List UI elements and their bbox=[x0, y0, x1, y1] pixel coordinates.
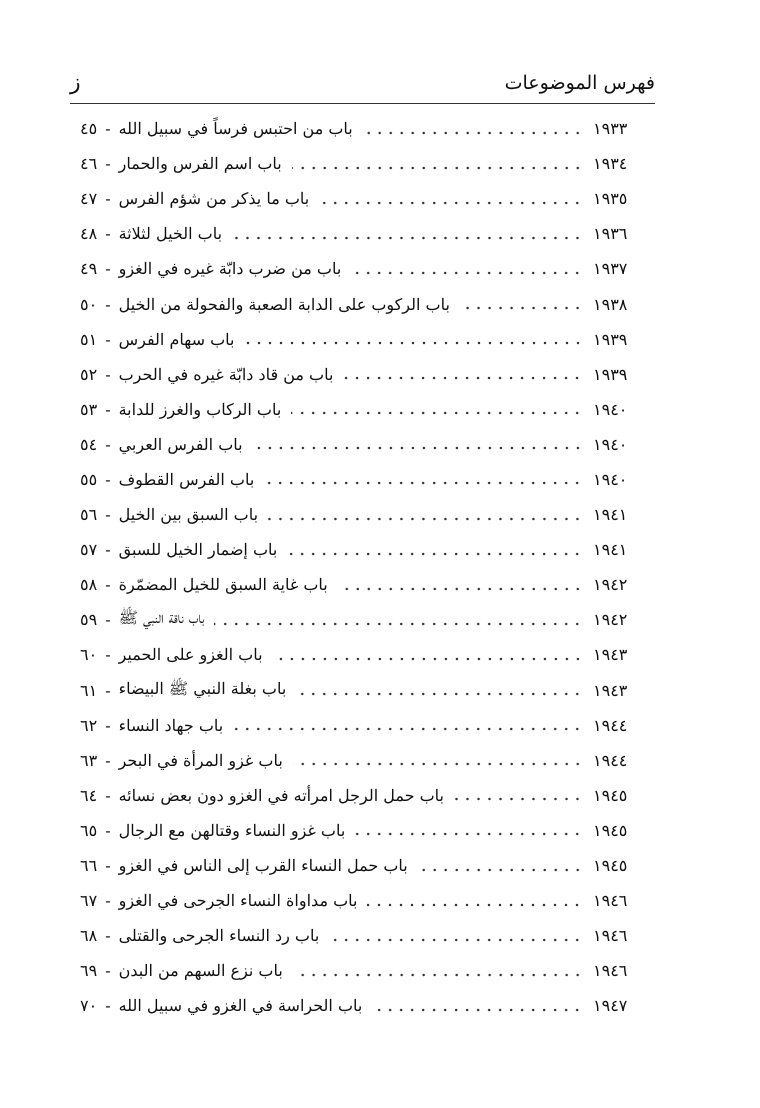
entry-number: ٥٦ bbox=[80, 505, 98, 525]
leader-dots bbox=[454, 797, 583, 801]
page-letter: ز bbox=[70, 70, 81, 95]
entry-title: باب سهام الفرس bbox=[118, 329, 235, 349]
entry-dash: - bbox=[105, 505, 111, 525]
leader-dots bbox=[367, 903, 583, 907]
entry-title: باب الفرس العربي bbox=[118, 434, 243, 454]
leader-dots bbox=[363, 131, 583, 135]
entry-title: باب الخيل لثلاثة bbox=[118, 224, 223, 244]
entry-number: ٥٢ bbox=[80, 364, 98, 384]
entry-dash: - bbox=[105, 154, 111, 174]
header-rule bbox=[70, 103, 655, 104]
entry-page: ١٩٣٤ bbox=[593, 154, 628, 174]
entry-title: باب الركاب والغرز للدابة bbox=[118, 399, 282, 419]
entry-number: ٥١ bbox=[80, 329, 98, 349]
entry-number: ٦٧ bbox=[80, 891, 98, 911]
entry-title: باب ناقة النبي ﷺ bbox=[118, 608, 205, 628]
toc-entry bbox=[80, 567, 655, 602]
entry-dash: - bbox=[105, 399, 111, 419]
entry-page: ١٩٣٣ bbox=[593, 119, 628, 139]
entry-page: ١٩٣٩ bbox=[593, 329, 628, 349]
entry-page: ١٩٤٦ bbox=[593, 891, 628, 911]
entry-number: ٤٧ bbox=[80, 189, 98, 209]
entry-page: ١٩٤٥ bbox=[593, 856, 628, 876]
toc-entry bbox=[80, 322, 655, 357]
entry-number: ٥٨ bbox=[80, 575, 98, 595]
entry-dash: - bbox=[105, 926, 111, 946]
entry-page: ١٩٤١ bbox=[593, 505, 628, 525]
page-header bbox=[70, 68, 655, 102]
entry-number: ٦٥ bbox=[80, 820, 98, 840]
entry-page: ١٩٤٠ bbox=[593, 434, 628, 454]
entry-number: ٤٦ bbox=[80, 154, 98, 174]
toc-entry bbox=[80, 637, 655, 672]
entry-title: باب اسم الفرس والحمار bbox=[118, 154, 282, 174]
entry-page: ١٩٤٧ bbox=[593, 996, 628, 1016]
leader-dots bbox=[264, 481, 583, 485]
entry-title: باب الفرس القطوف bbox=[118, 469, 255, 489]
entry-dash: - bbox=[105, 961, 111, 981]
entry-title: باب من قاد دابّة غيره في الحرب bbox=[118, 364, 334, 384]
entry-dash: - bbox=[105, 434, 111, 454]
entry-page: ١٩٣٨ bbox=[593, 294, 628, 314]
entry-dash: - bbox=[105, 469, 111, 489]
entry-page: ١٩٣٥ bbox=[593, 189, 628, 209]
entry-number: ٦٩ bbox=[80, 961, 98, 981]
toc-entry bbox=[80, 743, 655, 778]
leader-dots bbox=[319, 201, 583, 205]
entry-dash: - bbox=[105, 785, 111, 805]
entry-title: باب من ضرب دابّة غيره في الغزو bbox=[118, 259, 342, 279]
entry-title: باب الركوب على الدابة الصعبة والفحولة من الخيل bbox=[118, 294, 450, 314]
toc-entry bbox=[80, 357, 655, 392]
entry-number: ٦١ bbox=[80, 680, 98, 700]
entry-number: ٤٨ bbox=[80, 224, 98, 244]
entry-number: ٤٩ bbox=[80, 259, 98, 279]
entry-title: باب السبق بين الخيل bbox=[118, 505, 259, 525]
toc-entry bbox=[80, 918, 655, 953]
toc-entry bbox=[80, 602, 655, 637]
toc-entry bbox=[80, 883, 655, 918]
toc-entry bbox=[80, 778, 655, 813]
entry-number: ٦٣ bbox=[80, 750, 98, 770]
leader-dots bbox=[293, 762, 583, 766]
entry-number: ٦٢ bbox=[80, 715, 98, 735]
entry-page: ١٩٤٥ bbox=[593, 785, 628, 805]
entry-dash: - bbox=[105, 856, 111, 876]
entry-page: ١٩٤٦ bbox=[593, 926, 628, 946]
leader-dots bbox=[287, 552, 583, 556]
leader-dots bbox=[268, 517, 583, 521]
leader-dots bbox=[460, 306, 583, 310]
toc-entry bbox=[80, 392, 655, 427]
toc-entry bbox=[80, 181, 655, 216]
entry-title: باب غزو المرأة في البحر bbox=[118, 750, 283, 770]
leader-dots bbox=[292, 166, 583, 170]
entry-number: ٦٤ bbox=[80, 785, 98, 805]
entry-dash: - bbox=[105, 189, 111, 209]
toc-entry bbox=[80, 251, 655, 286]
entry-dash: - bbox=[105, 294, 111, 314]
entry-title: باب الحراسة في الغزو في سبيل الله bbox=[118, 996, 363, 1016]
entry-number: ٥٠ bbox=[80, 294, 98, 314]
leader-dots bbox=[293, 973, 583, 977]
entry-dash: - bbox=[105, 610, 111, 630]
entry-page: ١٩٤٣ bbox=[593, 645, 628, 665]
entry-dash: - bbox=[105, 575, 111, 595]
leader-dots bbox=[343, 376, 583, 380]
leader-dots bbox=[291, 411, 583, 415]
entry-page: ١٩٤٠ bbox=[593, 399, 628, 419]
entry-title: باب نزع السهم من البدن bbox=[118, 961, 283, 981]
leader-dots bbox=[351, 271, 583, 275]
entry-page: ١٩٣٩ bbox=[593, 364, 628, 384]
entry-dash: - bbox=[105, 750, 111, 770]
page-title: فهرس الموضوعات bbox=[504, 72, 655, 94]
leader-dots bbox=[372, 1008, 583, 1012]
entry-number: ٦٠ bbox=[80, 645, 98, 665]
toc-entry bbox=[80, 673, 655, 708]
entry-dash: - bbox=[105, 820, 111, 840]
toc-entry bbox=[80, 848, 655, 883]
entry-dash: - bbox=[105, 224, 111, 244]
entry-title: باب حمل الرجل امرأته في الغزو دون بعض نسائه bbox=[118, 785, 444, 805]
entry-page: ١٩٤٤ bbox=[593, 750, 628, 770]
toc-entry bbox=[80, 427, 655, 462]
entry-page: ١٩٣٧ bbox=[593, 259, 628, 279]
entry-number: ٥٤ bbox=[80, 434, 98, 454]
entry-number: ٥٩ bbox=[80, 610, 98, 630]
entry-number: ٥٣ bbox=[80, 399, 98, 419]
leader-dots bbox=[214, 622, 583, 626]
entry-title: باب حمل النساء القرب إلى الناس في الغزو bbox=[118, 856, 408, 876]
entry-title: باب رد النساء الجرحى والقتلى bbox=[118, 926, 320, 946]
entry-page: ١٩٤١ bbox=[593, 540, 628, 560]
toc-entry bbox=[80, 462, 655, 497]
toc-entry bbox=[80, 497, 655, 532]
entry-number: ٦٦ bbox=[80, 856, 98, 876]
toc-entry bbox=[80, 708, 655, 743]
entry-number: ٦٨ bbox=[80, 926, 98, 946]
leader-dots bbox=[338, 587, 583, 591]
table-of-contents bbox=[80, 111, 655, 1023]
toc-entry bbox=[80, 988, 655, 1023]
entry-title: باب إضمار الخيل للسبق bbox=[118, 540, 278, 560]
entry-dash: - bbox=[105, 996, 111, 1016]
entry-page: ١٩٤٣ bbox=[593, 680, 628, 700]
entry-title: باب بغلة النبي ﷺ البيضاء bbox=[118, 678, 287, 698]
toc-entry bbox=[80, 111, 655, 146]
leader-dots bbox=[355, 832, 583, 836]
entry-page: ١٩٤٤ bbox=[593, 715, 628, 735]
entry-page: ١٩٤٦ bbox=[593, 961, 628, 981]
entry-title: باب الغزو على الحمير bbox=[118, 645, 263, 665]
entry-dash: - bbox=[105, 364, 111, 384]
entry-dash: - bbox=[105, 680, 111, 700]
toc-entry bbox=[80, 532, 655, 567]
entry-title: باب غاية السبق للخيل المضمّرة bbox=[118, 575, 328, 595]
entry-dash: - bbox=[105, 891, 111, 911]
leader-dots bbox=[253, 446, 583, 450]
entry-number: ٤٥ bbox=[80, 119, 98, 139]
entry-page: ١٩٤٥ bbox=[593, 820, 628, 840]
entry-title: باب جهاد النساء bbox=[118, 715, 224, 735]
leader-dots bbox=[329, 938, 583, 942]
entry-title: باب غزو النساء وقتالهن مع الرجال bbox=[118, 820, 346, 840]
toc-entry bbox=[80, 216, 655, 251]
toc-entry bbox=[80, 146, 655, 181]
entry-page: ١٩٤٢ bbox=[593, 575, 628, 595]
leader-dots bbox=[296, 692, 583, 696]
entry-title: باب من احتبس فرساً في سبيل الله bbox=[118, 119, 353, 139]
entry-dash: - bbox=[105, 259, 111, 279]
leader-dots bbox=[418, 868, 583, 872]
toc-entry bbox=[80, 286, 655, 321]
leader-dots bbox=[233, 727, 583, 731]
leader-dots bbox=[245, 341, 584, 345]
entry-dash: - bbox=[105, 715, 111, 735]
entry-title: باب ما يذكر من شؤم الفرس bbox=[118, 189, 310, 209]
entry-dash: - bbox=[105, 540, 111, 560]
toc-entry bbox=[80, 813, 655, 848]
entry-page: ١٩٤٢ bbox=[593, 610, 628, 630]
leader-dots bbox=[232, 236, 583, 240]
entry-page: ١٩٤٠ bbox=[593, 469, 628, 489]
toc-entry bbox=[80, 953, 655, 988]
entry-page: ١٩٣٦ bbox=[593, 224, 628, 244]
entry-dash: - bbox=[105, 645, 111, 665]
entry-dash: - bbox=[105, 329, 111, 349]
entry-number: ٧٠ bbox=[80, 996, 98, 1016]
entry-number: ٥٧ bbox=[80, 540, 98, 560]
entry-number: ٥٥ bbox=[80, 469, 98, 489]
leader-dots bbox=[273, 657, 583, 661]
entry-title: باب مداواة النساء الجرحى في الغزو bbox=[118, 891, 358, 911]
entry-dash: - bbox=[105, 119, 111, 139]
